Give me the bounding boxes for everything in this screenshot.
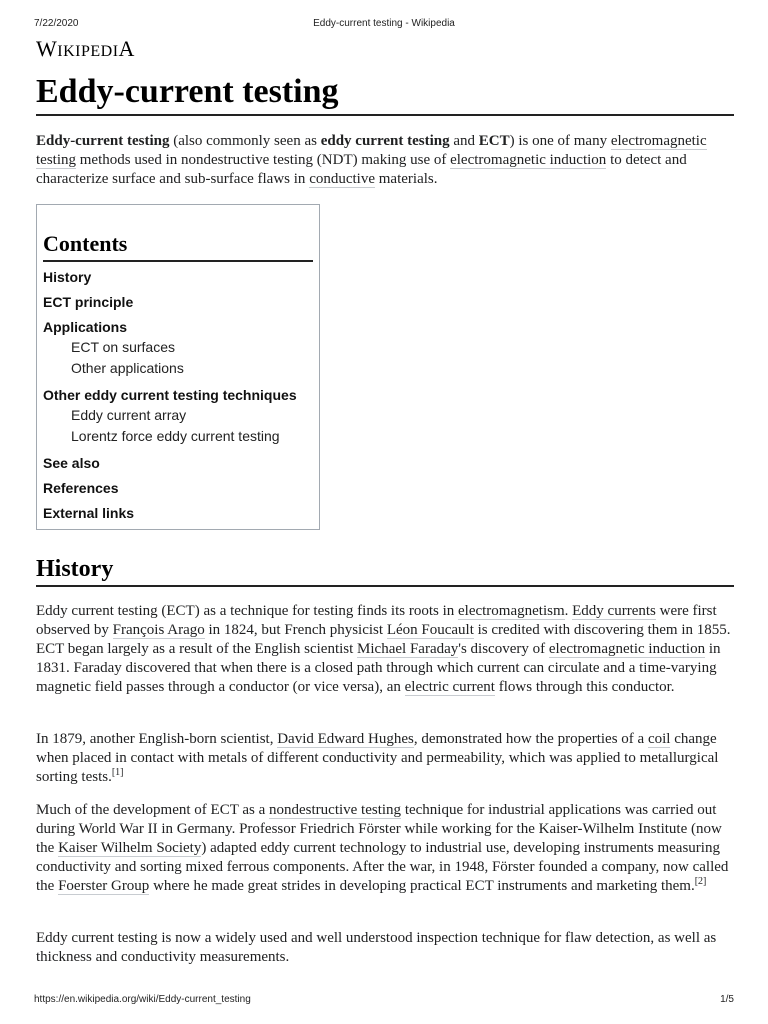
toc-item-references[interactable]: References: [43, 480, 119, 496]
table-of-contents: [36, 204, 320, 530]
link-electromagnetism[interactable]: electromagnetism: [458, 603, 565, 619]
page-title: Eddy-current testing: [36, 72, 734, 116]
link-electric-current[interactable]: electric current: [404, 679, 495, 695]
intro-text: methods used in nondestructive testing (NDT) making use of: [76, 152, 451, 168]
reference-1[interactable]: [1]: [111, 767, 124, 778]
toc-item-history[interactable]: History: [43, 269, 92, 285]
toc-item-ect-principle[interactable]: ECT principle: [43, 294, 134, 310]
toc-subitem-lorentz-force[interactable]: Lorentz force eddy current testing: [71, 428, 280, 444]
body-text: flows through this conductor.: [494, 679, 675, 695]
body-text: Eddy current testing (ECT) as a technique for testing finds its roots in: [36, 603, 458, 619]
link-leon-foucault[interactable]: Léon Foucault: [386, 622, 474, 638]
toc-sublist: [71, 337, 313, 379]
term-eddy-current-testing: Eddy-current testing: [36, 133, 170, 149]
toc-item-other-techniques: [43, 386, 313, 447]
link-nondestructive-testing[interactable]: nondestructive testing: [269, 802, 402, 818]
wikipedia-wordmark[interactable]: [36, 36, 135, 62]
toc-subitem-other-applications[interactable]: Other applications: [71, 360, 184, 376]
toc-subitem-eddy-current-array[interactable]: Eddy current array: [71, 407, 187, 423]
history-paragraph-1: [36, 602, 734, 697]
section-heading-history: History: [36, 554, 734, 587]
toc-title: Contents: [43, 231, 313, 262]
intro-paragraph: [36, 132, 734, 189]
link-conductive[interactable]: conductive: [309, 171, 375, 187]
page-number: 1/5: [720, 994, 734, 1005]
body-text: 's discovery of: [458, 641, 549, 657]
body-text: were first observed by: [36, 603, 717, 638]
link-eddy-currents[interactable]: Eddy currents: [572, 603, 656, 619]
wordmark-initial: W: [36, 36, 58, 61]
history-paragraph-2: [36, 730, 734, 787]
history-paragraph-4: [36, 929, 734, 967]
toc-item-see-also[interactable]: See also: [43, 455, 100, 471]
body-text: change when placed in contact with metals of different conductivity and permeability, which was applied to metallurgical sorting tests.: [36, 731, 719, 785]
toc-item-applications-label[interactable]: Applications: [43, 319, 128, 335]
link-electromagnetic-induction[interactable]: electromagnetic induction: [450, 152, 607, 168]
intro-text: materials.: [375, 171, 438, 187]
body-text: ) adapted eddy current technology to industrial use, developing instruments measuring conductivity and sorting mixed ferrous components. After the war, in 1948, Förster founded a company, now called the: [36, 840, 729, 894]
body-text: technique for industrial applications was carried out during World War II in Germany. Professor Friedrich Förster while working for the Kaiser-Wilhelm Institute (now the: [36, 802, 722, 856]
toc-subitem-ect-on-surfaces[interactable]: ECT on surfaces: [71, 339, 176, 355]
link-coil[interactable]: coil: [647, 731, 671, 747]
intro-text: and: [449, 133, 479, 149]
body-text: .: [564, 603, 573, 619]
toc-list: [43, 268, 313, 522]
history-paragraph-3: [36, 801, 734, 896]
body-text: in 1824, but French physicist: [204, 622, 387, 638]
intro-text: ) is one of many: [509, 133, 611, 149]
toc-item-applications: [43, 318, 313, 379]
body-text: where he made great strides in developing practical ECT instruments and marketing them.: [149, 878, 695, 894]
link-francois-arago[interactable]: François Arago: [112, 622, 205, 638]
print-title: Eddy-current testing - Wikipedia: [313, 18, 455, 29]
link-david-edward-hughes[interactable]: David Edward Hughes: [277, 731, 414, 747]
toc-item-external-links[interactable]: External links: [43, 505, 135, 521]
reference-2[interactable]: [2]: [694, 876, 707, 887]
term-ect: ECT: [478, 133, 510, 149]
toc-sublist: [71, 405, 313, 447]
body-text: In 1879, another English-born scientist,: [36, 731, 278, 747]
body-text: is credited with discovering them in 1855. ECT began largely as a result of the English scientist: [36, 622, 731, 657]
print-header: [34, 18, 734, 32]
link-kaiser-wilhelm-society[interactable]: Kaiser Wilhelm Society: [58, 840, 202, 856]
body-text: in 1831. Faraday discovered that when there is a closed path through which current can circulate and a time-varying magnetic field passes through a conductor (or vice versa), an: [36, 641, 721, 695]
intro-text: (also commonly seen as: [169, 133, 321, 149]
print-date: 7/22/2020: [34, 18, 79, 29]
toc-item-other-techniques-label[interactable]: Other eddy current testing techniques: [43, 387, 297, 403]
link-foerster-group[interactable]: Foerster Group: [58, 878, 150, 894]
body-text: Much of the development of ECT as a: [36, 802, 269, 818]
link-electromagnetic-induction-2[interactable]: electromagnetic induction: [548, 641, 706, 657]
print-footer: [34, 994, 734, 1008]
wordmark-final: A: [118, 36, 135, 61]
body-text: , demonstrated how the properties of a: [413, 731, 648, 747]
term-eddy-current-testing-alt: eddy current testing: [320, 133, 450, 149]
print-url: https://en.wikipedia.org/wiki/Eddy-current_testing: [34, 994, 251, 1005]
intro-text: to detect and characterize surface and sub-surface flaws in: [36, 152, 687, 187]
wordmark-smallcaps: IKIPEDI: [57, 43, 119, 60]
link-michael-faraday[interactable]: Michael Faraday: [357, 641, 459, 657]
body-text: Eddy current testing is now a widely used and well understood inspection technique for flaw detection, as well as thickness and conductivity measurements.: [36, 930, 717, 965]
link-electromagnetic-testing[interactable]: electromagnetic testing: [36, 133, 707, 168]
